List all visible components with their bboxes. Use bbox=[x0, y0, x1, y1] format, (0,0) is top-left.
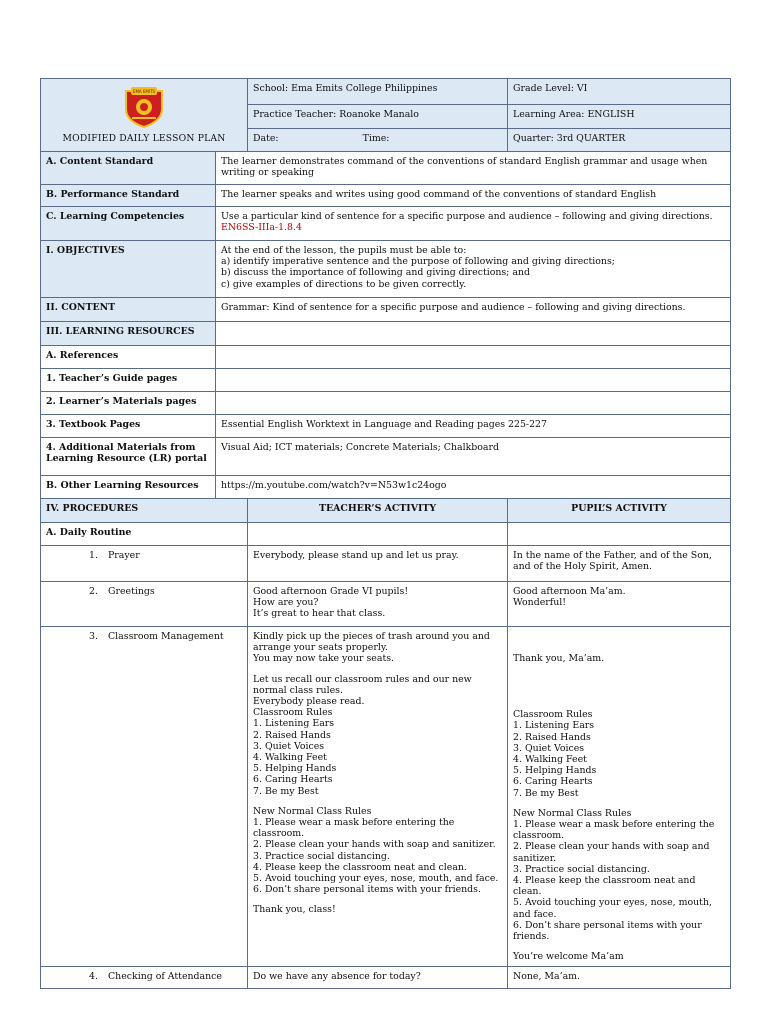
competency-code: EN6SS-IIIa-1.8.4 bbox=[221, 222, 302, 234]
lesson-plan-table bbox=[40, 78, 731, 989]
school-cell: School: Ema Emits College Philippines bbox=[248, 79, 508, 105]
daily-routine-label: A. Daily Routine bbox=[41, 523, 248, 546]
cm-pupil-new-title: New Normal Class Rules bbox=[513, 807, 632, 819]
prayer-row-label bbox=[41, 546, 248, 582]
cm-teacher-thanks: Thank you, class! bbox=[253, 904, 336, 916]
cm-teacher-intro: Kindly pick up the pieces of trash around you and arrange your seats properly. You may now take your seats. bbox=[253, 631, 490, 665]
plan-title: MODIFIED DAILY LESSON PLAN bbox=[62, 133, 226, 145]
cm-teacher-rules-title: Classroom Rules bbox=[253, 707, 333, 719]
teacher-cell: Practice Teacher: Roanoke Manalo bbox=[248, 105, 508, 129]
quarter-cell: Quarter: 3rd QUARTER bbox=[508, 129, 731, 152]
resources-label: III. LEARNING RESOURCES bbox=[41, 322, 216, 346]
attendance-label: Checking of Attendance bbox=[108, 971, 222, 983]
additional-materials-text: Visual Aid; ICT materials; Concrete Materials; Chalkboard bbox=[216, 438, 731, 476]
time-label: Time: bbox=[362, 133, 390, 144]
classroom-management-teacher bbox=[248, 627, 508, 967]
cm-teacher-new-rules: 1. Please wear a mask before entering the classroom. 2. Please clean your hands with soap and sanitizer. 3. Practice social distancing. 4. Please keep the classroom neat and clean. 5. Avoid touching your eyes, nose, mouth, and face. 6. Don’t share personal items with your friends. bbox=[253, 817, 499, 896]
teacher-activity-header: TEACHER’S ACTIVITY bbox=[248, 499, 508, 523]
prayer-teacher: Everybody, please stand up and let us pray. bbox=[248, 546, 508, 582]
cm-pupil-rules: 1. Listening Ears 2. Raised Hands 3. Quiet Voices 4. Walking Feet 5. Helping Hands 6. Caring Hearts 7. Be my Best bbox=[513, 720, 597, 799]
title-cell bbox=[41, 79, 248, 152]
content-standard-label: A. Content Standard bbox=[41, 152, 216, 185]
prayer-label: Prayer bbox=[108, 550, 140, 561]
textbook-label: 3. Textbook Pages bbox=[41, 415, 216, 438]
greetings-label: Greetings bbox=[108, 586, 155, 597]
cm-teacher-rules: 1. Listening Ears 2. Raised Hands 3. Quiet Voices 4. Walking Feet 5. Helping Hands 6. Caring Hearts 7. Be my Best bbox=[253, 718, 337, 797]
other-resources-link[interactable]: https://m.youtube.com/watch?v=N53w1c24ogo bbox=[216, 476, 731, 499]
prayer-pupil: In the name of the Father, and of the Son, and of the Holy Spirit, Amen. bbox=[508, 546, 731, 582]
references-label: A. References bbox=[41, 346, 216, 369]
date-time-cell bbox=[248, 129, 508, 152]
learners-materials-empty bbox=[216, 392, 731, 415]
procedures-label: IV. PROCEDURES bbox=[41, 499, 248, 523]
textbook-text: Essential English Worktext in Language and Reading pages 225-227 bbox=[216, 415, 731, 438]
classroom-management-number: 3. bbox=[89, 631, 98, 642]
content-standard-text: The learner demonstrates command of the conventions of standard English grammar and usage when writing or speaking bbox=[216, 152, 731, 185]
competencies-label: C. Learning Competencies bbox=[41, 207, 216, 241]
cm-pupil-rules-title: Classroom Rules bbox=[513, 709, 593, 721]
content-text: Grammar: Kind of sentence for a specific purpose and audience – following and giving directions. bbox=[216, 298, 731, 322]
pupil-activity-header: PUPIL’S ACTIVITY bbox=[508, 499, 731, 523]
classroom-management-row-label bbox=[41, 627, 248, 967]
attendance-number: 4. bbox=[89, 971, 98, 983]
performance-standard-label: B. Performance Standard bbox=[41, 185, 216, 207]
resources-empty bbox=[216, 322, 731, 346]
objectives-intro: At the end of the lesson, the pupils must be able to: bbox=[221, 245, 467, 256]
objective-b: b) discuss the importance of following and giving directions; and bbox=[221, 267, 530, 279]
objective-a: a) identify imperative sentence and the purpose of following and giving directions; bbox=[221, 256, 615, 268]
prayer-number: 1. bbox=[89, 550, 98, 561]
attendance-pupil: None, Ma’am. bbox=[508, 967, 731, 989]
cm-pupil-new-rules: 1. Please wear a mask before entering the classroom. 2. Please clean your hands with soap and sanitizer. 3. Practice social distancing. 4. Please keep the classroom neat and clean. 5. Avoid touching your eyes, nose, mouth, and face. 6. Don’t share personal items with your friends. bbox=[513, 819, 715, 943]
cm-teacher-new-title: New Normal Class Rules bbox=[253, 805, 372, 817]
performance-standard-text: The learner speaks and writes using good command of the conventions of standard English bbox=[216, 185, 731, 207]
learners-materials-label: 2. Learner’s Materials pages bbox=[41, 392, 216, 415]
learning-area-cell: Learning Area: ENGLISH bbox=[508, 105, 731, 129]
greetings-pupil: Good afternoon Ma’am. Wonderful! bbox=[508, 582, 731, 627]
additional-label-line2: Learning Resource (LR) portal bbox=[46, 453, 207, 465]
objective-c: c) give examples of directions to be given correctly. bbox=[221, 278, 467, 290]
other-resources-label: B. Other Learning Resources bbox=[41, 476, 216, 499]
grade-level-cell: Grade Level: VI bbox=[508, 79, 731, 105]
references-empty bbox=[216, 346, 731, 369]
date-label: Date: bbox=[253, 133, 279, 144]
cm-pupil-thanks: Thank you, Ma’am. bbox=[513, 653, 605, 664]
classroom-management-pupil bbox=[508, 627, 731, 967]
greetings-teacher: Good afternoon Grade VI pupils! How are you? It’s great to hear that class. bbox=[248, 582, 508, 627]
competencies-cell bbox=[216, 207, 731, 241]
logo-text: EMA EMITS bbox=[132, 89, 156, 95]
school-logo bbox=[112, 85, 176, 129]
competencies-text: Use a particular kind of sentence for a specific purpose and audience – following and giving directions. bbox=[221, 211, 713, 222]
content-label: II. CONTENT bbox=[41, 298, 216, 322]
objectives-cell bbox=[216, 241, 731, 298]
objectives-label: I. OBJECTIVES bbox=[41, 241, 216, 298]
teachers-guide-empty bbox=[216, 369, 731, 392]
greetings-row-label bbox=[41, 582, 248, 627]
teachers-guide-label: 1. Teacher’s Guide pages bbox=[41, 369, 216, 392]
daily-routine-pupil-empty bbox=[508, 523, 731, 546]
daily-routine-teacher-empty bbox=[248, 523, 508, 546]
classroom-management-label: Classroom Management bbox=[108, 631, 224, 642]
cm-pupil-welcome: You’re welcome Ma’am bbox=[513, 951, 624, 963]
lesson-plan bbox=[40, 78, 730, 989]
additional-label-line1: 4. Additional Materials from bbox=[46, 442, 196, 453]
additional-materials-label bbox=[41, 438, 216, 476]
attendance-teacher: Do we have any absence for today? bbox=[248, 967, 508, 989]
greetings-number: 2. bbox=[89, 586, 98, 597]
attendance-row-label bbox=[41, 967, 248, 989]
cm-teacher-recall: Let us recall our classroom rules and our new normal class rules. Everybody please read. bbox=[253, 673, 472, 708]
